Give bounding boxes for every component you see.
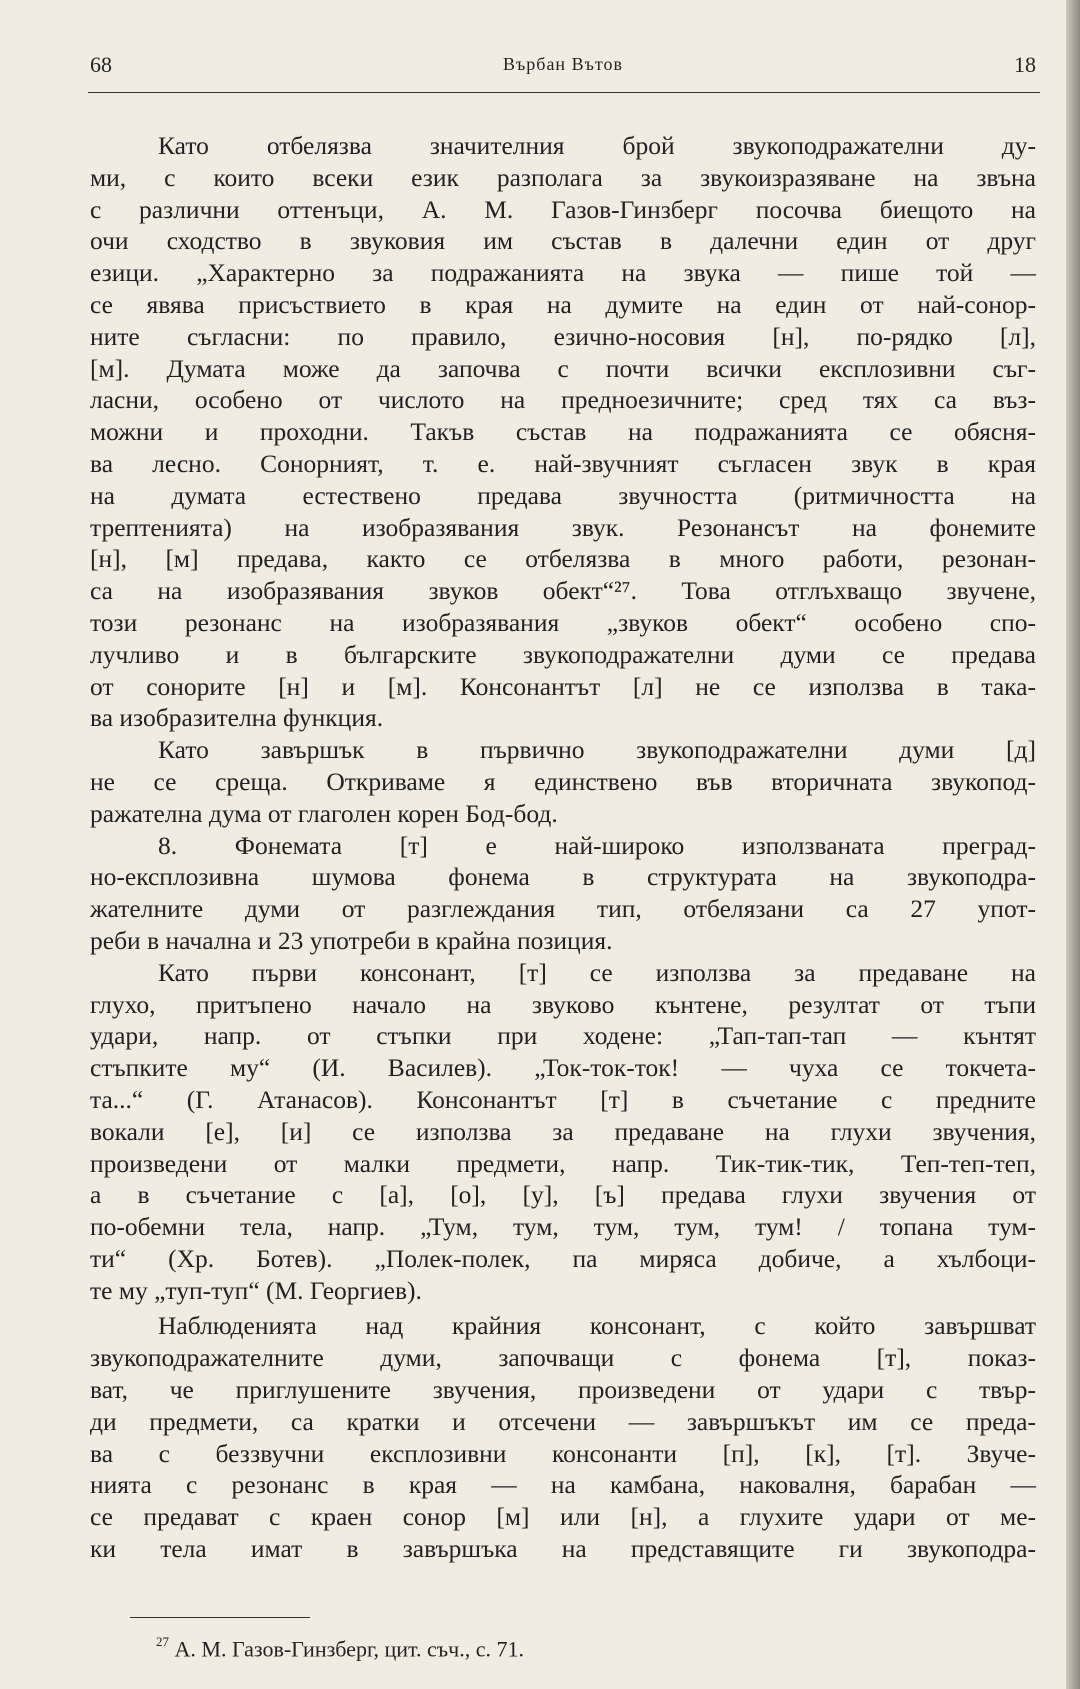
text-line: вокали [е], [и] се използва за предаване на глухи звучения, xyxy=(90,1116,1036,1146)
footnote xyxy=(156,1636,524,1662)
text-line: ните съгласни: по правило, езично-носовия [н], по-рядко [л], xyxy=(90,321,1036,351)
text-line: те му „туп-туп“ (М. Георгиев). xyxy=(90,1275,422,1305)
text-line: от сонорите [н] и [м]. Консонантът [л] не се използва в така- xyxy=(90,671,1036,701)
page-edge-shadow xyxy=(1066,0,1080,1689)
text-line: ди предмети, са кратки и отсечени — завършъкът им се преда- xyxy=(90,1406,1036,1436)
text-line: произведени от малки предмети, напр. Тик-тик-тик, Теп-теп-теп, xyxy=(90,1148,1036,1178)
page-number: 68 xyxy=(90,52,112,77)
text-line: не се среща. Откриваме я единствено във вторичната звукопод- xyxy=(90,766,1036,796)
text-line: Като завършък в първично звукоподражателни думи [д] xyxy=(158,735,1036,765)
text-line: ва изобразителна функция. xyxy=(90,703,384,733)
text-line: жателните думи от разглеждания тип, отбелязани са 27 упот- xyxy=(90,894,1036,924)
text-line: на думата естествено предава звучността (ритмичността на xyxy=(90,480,1036,510)
text-line: Наблюденията над крайния консонант, с който завършват xyxy=(158,1311,1036,1341)
text-line: са на изобразявания звуков обект“²⁷. Това отглъхващо звучене, xyxy=(90,576,1036,606)
footnote-marker: 27 xyxy=(156,1634,169,1649)
text-line: глухо, притъпено начало на звуково кънтене, резултат от тъпи xyxy=(90,989,1036,1019)
body-text xyxy=(90,130,1036,1565)
page-header xyxy=(90,52,1036,86)
text-line: [н], [м] предава, както се отбелязва в много работи, резонан- xyxy=(90,544,1036,574)
text-line: се явява присъствието в края на думите на един от най-сонор- xyxy=(90,289,1036,319)
text-line: стъпките му“ (И. Василев). „Ток-ток-ток! — чуха се токчета- xyxy=(90,1053,1036,1083)
text-line: нията с резонанс в края — на камбана, наковалня, барабан — xyxy=(90,1470,1036,1500)
running-head: Върбан Вътов xyxy=(502,54,624,74)
text-line: трептенията) на изобразявания звук. Резонансът на фонемите xyxy=(90,512,1036,542)
text-line: реби в начална и 23 употреби в крайна позиция. xyxy=(90,925,613,955)
text-line: очи сходство в звуковия им състав в далечни един от друг xyxy=(90,226,1036,256)
text-line: с различни оттенъци, А. М. Газов-Гинзберг посочва биещото на xyxy=(90,194,1036,224)
text-line: ки тела имат в завършъка на представящите ги звукоподра- xyxy=(90,1534,1036,1564)
text-line: ражателна дума от глаголен корен Бод-бод. xyxy=(90,798,558,828)
text-line: по-обемни тела, напр. „Тум, тум, тум, тум, тум! / топана тум- xyxy=(90,1212,1036,1242)
text-line: звукоподражателните думи, започващи с фонема [т], показ- xyxy=(90,1343,1036,1373)
text-line: удари, напр. от стъпки при ходене: „Тап-тап-тап — кънтят xyxy=(90,1021,1036,1051)
text-line: Като отбелязва значителния брой звукоподражателни ду- xyxy=(158,131,1036,160)
text-line: ми, с които всеки език разполага за звукоизразяване на звъна xyxy=(90,162,1036,192)
text-line: ва лесно. Сонорният, т. е. най-звучният съгласен звук в края xyxy=(90,448,1036,478)
footnote-rule xyxy=(130,1617,310,1618)
text-line: ти“ (Хр. Ботев). „Полек-полек, па миряса добиче, а хълбоци- xyxy=(90,1243,1036,1273)
text-line: този резонанс на изобразявания „звуков обект“ особено спо- xyxy=(90,607,1036,637)
footnote-text: А. М. Газов-Гинзберг, цит. съч., с. 71. xyxy=(174,1636,524,1662)
text-line: езици. „Характерно за подражанията на звука — пише той — xyxy=(90,258,1036,288)
section-number: 18 xyxy=(1014,52,1036,77)
text-line: 8. Фонемата [т] е най-широко използваната преград- xyxy=(158,830,1036,860)
text-line: ват, че приглушените звучения, произведени от удари с твър- xyxy=(90,1375,1036,1405)
text-line: лучливо и в българските звукоподражателни думи се предава xyxy=(90,639,1036,669)
text-line: ва с беззвучни експлозивни консонанти [п], [к], [т]. Звуче- xyxy=(90,1438,1036,1468)
text-line: Като първи консонант, [т] се използва за предаване на xyxy=(158,957,1036,987)
text-line: но-експлозивна шумова фонема в структурата на звукоподра- xyxy=(90,862,1036,892)
text-line: та...“ (Г. Атанасов). Консонантът [т] в съчетание с предните xyxy=(90,1084,1036,1114)
text-line: можни и проходни. Такъв състав на подражанията се обясня- xyxy=(90,417,1036,447)
text-line: а в съчетание с [а], [о], [у], [ъ] предава глухи звучения от xyxy=(90,1180,1036,1210)
text-line: [м]. Думата може да започва с почти всички експлозивни съг- xyxy=(90,353,1036,383)
text-line: ласни, особено от числото на предноезичните; сред тях са въз- xyxy=(90,385,1036,415)
header-rule xyxy=(88,92,1040,93)
text-line: се предават с краен сонор [м] или [н], а глухите удари от ме- xyxy=(90,1502,1036,1532)
